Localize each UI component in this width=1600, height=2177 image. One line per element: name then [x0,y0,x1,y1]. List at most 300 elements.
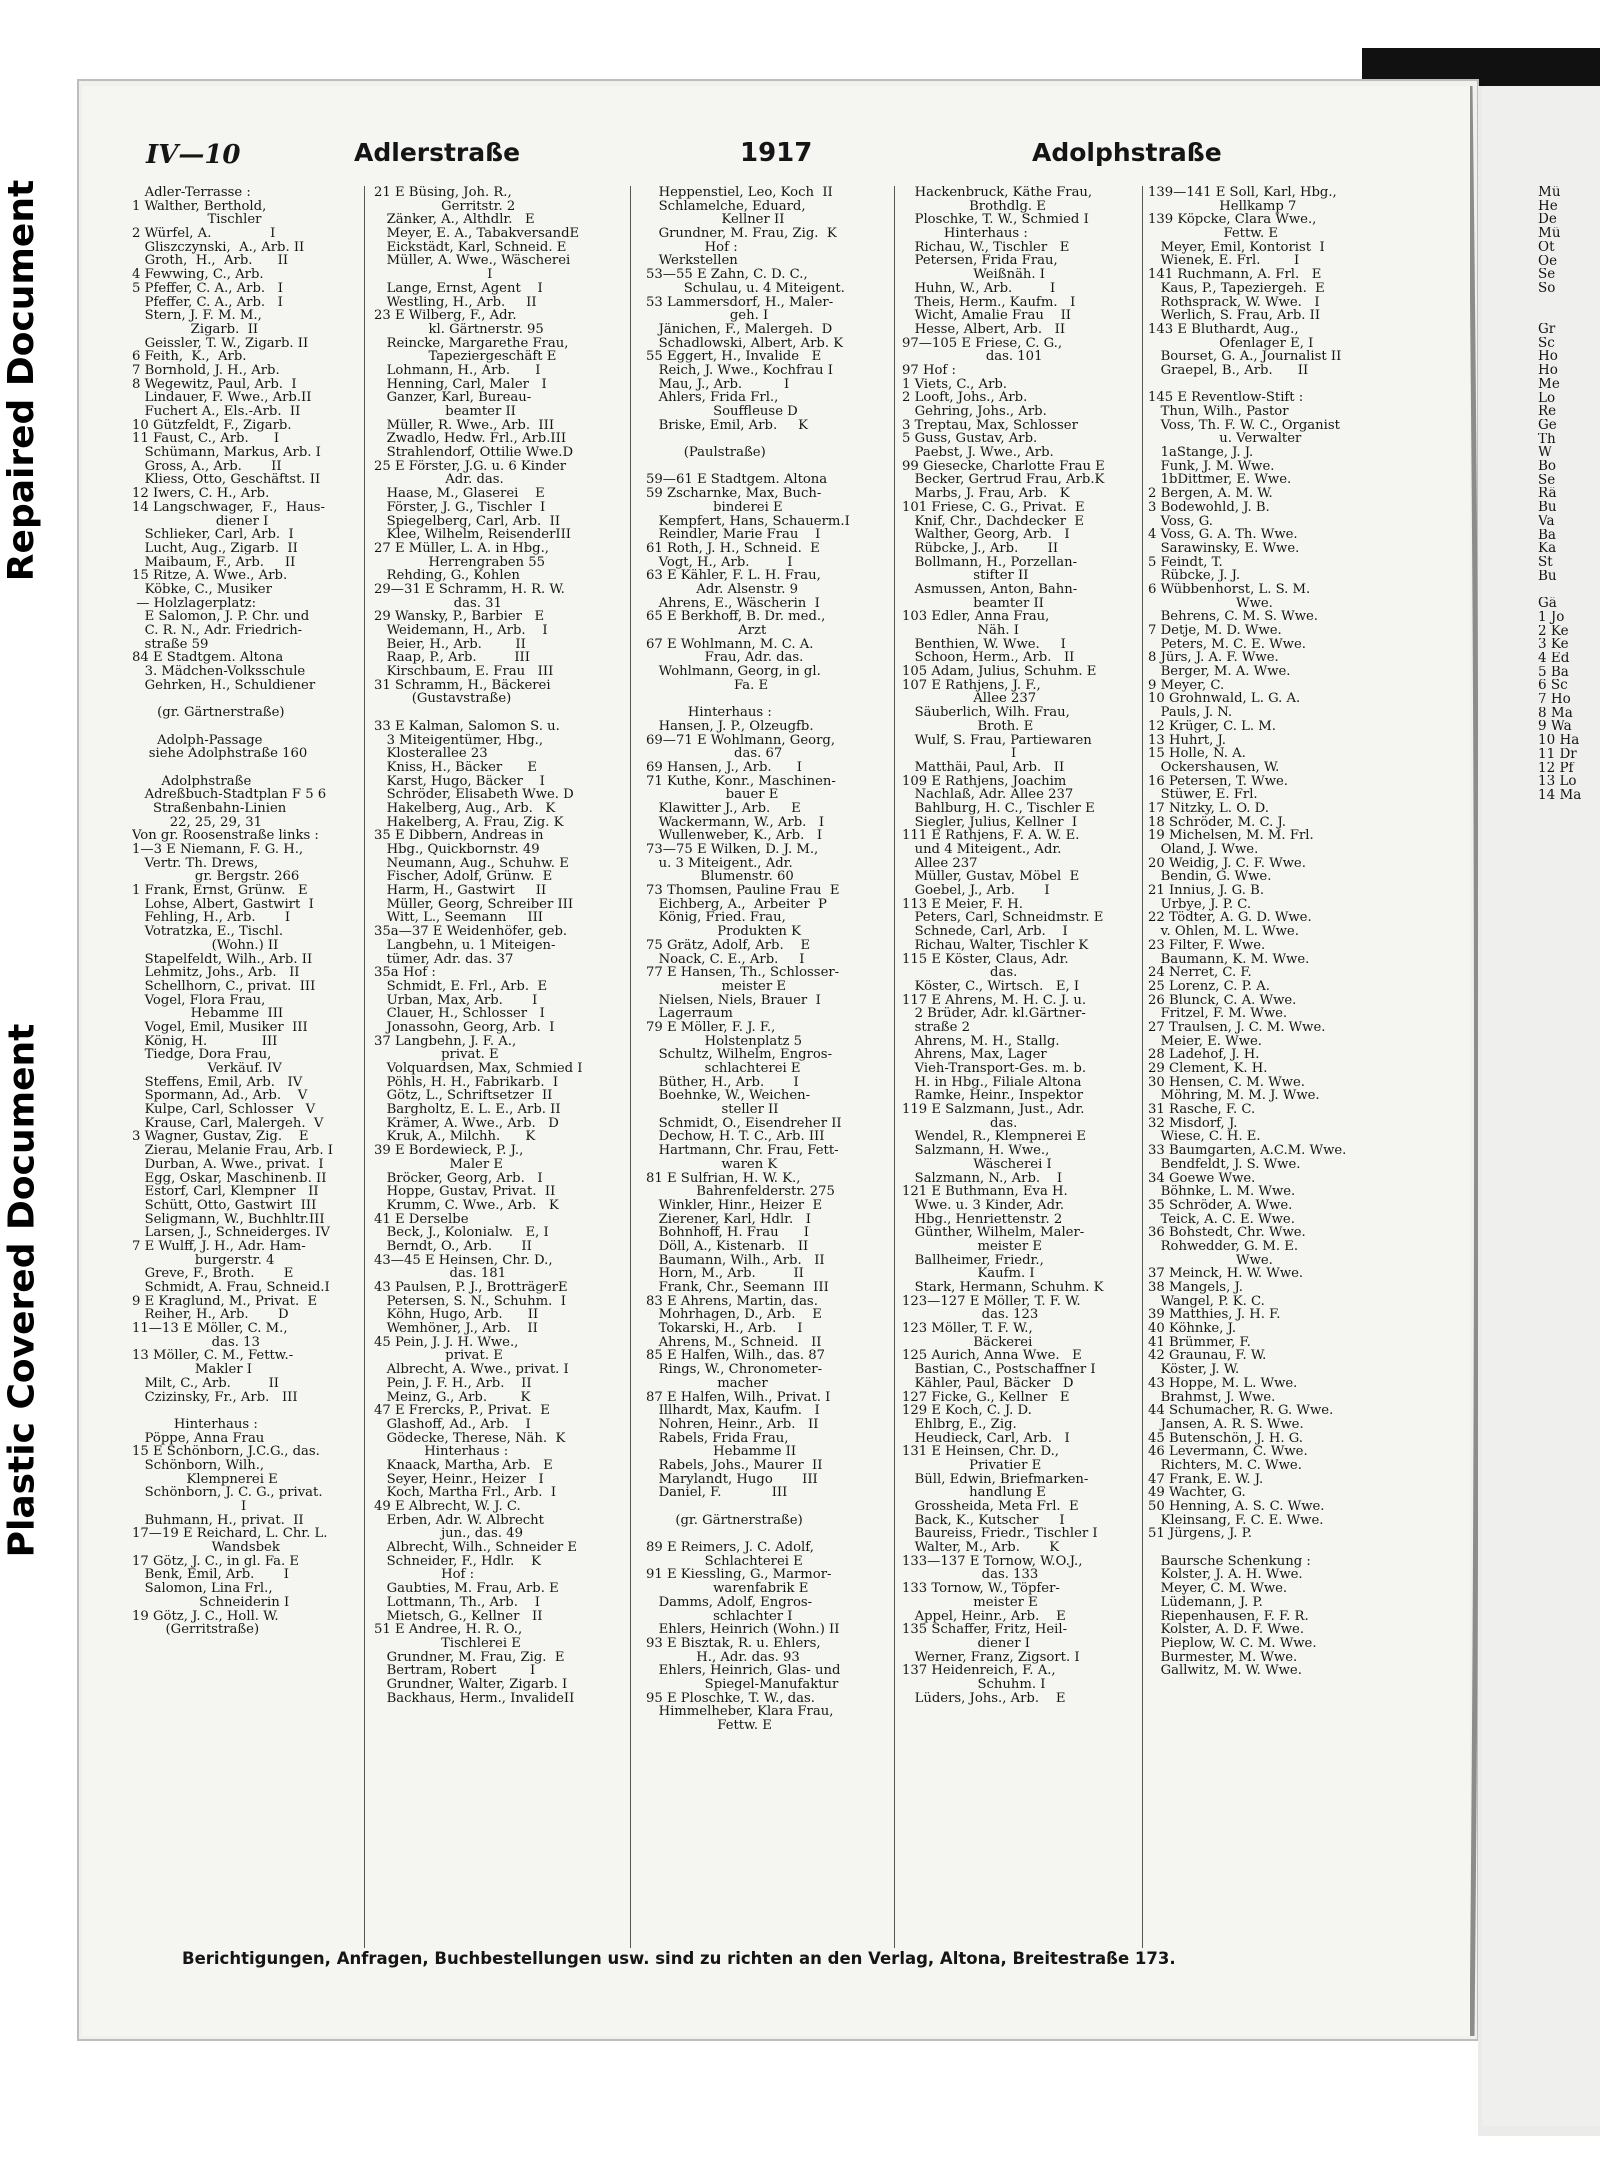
listing-line: Hebamme III [132,1007,284,1021]
listing-line: Pieplow, W. C. M. Wwe. [1148,1636,1317,1651]
listing-line: Brahmst, J. Wwe. [1148,1390,1276,1405]
listing-line: 9 Meyer, C. [1148,678,1225,693]
listing-line: Hbg., Quickbornstr. 49 [374,843,540,857]
listing-line: Richau, Walter, Tischler K [902,938,1089,953]
listing-line: Hakelberg, A. Frau, Zig. K [374,815,564,830]
listing-line: 36 Bohstedt, Chr. Wwe. [1148,1226,1306,1240]
listing-line [132,692,356,706]
listing-line: 3 Bodewohld, J. B. [1148,500,1270,515]
listing-line: Tischlerei E [374,1636,521,1651]
listing-line [1148,1541,1448,1555]
listing-line: Weißnäh. I [902,268,1046,282]
listing-column-1 [132,186,356,1946]
listing-line: warenfabrik E [646,1582,809,1596]
listing-line: Hinterhaus : [374,1445,509,1459]
listing-line: 40 Köhnke, J. [1148,1322,1237,1336]
listing-line: Wullenweber, K., Arb. I [646,829,823,843]
adjacent-page-fragment: Me [1538,377,1560,392]
listing-line: Hartmann, Chr. Frau, Fett- [646,1144,839,1158]
listing-line: Wicht, Amalie Frau II [902,309,1071,323]
column-divider [894,186,895,1948]
listing-line: Wulf, S. Frau, Partiewaren [902,733,1092,748]
listing-line: Ganzer, Karl, Bureau- [374,391,532,405]
listing-line: (Gustavstraße) [374,692,512,707]
listing-line: 4 Fewwing, C., Arb. [132,268,264,282]
adjacent-page-fragment: Ho [1538,350,1558,365]
listing-line: 47 E Frercks, P., Privat. E [374,1404,550,1418]
listing-line: Berndt, O., Arb. II [374,1239,532,1254]
listing-line: Bäckerei [902,1335,1033,1350]
listing-line: Schadlowski, Albert, Arb. K [646,336,844,351]
listing-line: Fa. E [646,678,769,693]
listing-line: Riepenhausen, F. F. R. [1148,1609,1309,1624]
listing-line: 55 Eggert, H., Invalide E [646,350,822,364]
listing-line: 91 E Kiessling, G., Marmor- [646,1568,832,1583]
listing-line: Appel, Heinr., Arb. E [902,1609,1066,1624]
listing-line: meister E [646,979,786,994]
listing-line: Vogel, Emil, Musiker III [132,1020,308,1035]
listing-line: 49 Wachter, G. [1148,1486,1246,1500]
listing-line: Meinz, G., Arb. K [374,1390,531,1405]
listing-line: Back, K., Kutscher I [902,1513,1065,1528]
listing-line: Benk, Emil, Arb. I [132,1568,289,1583]
listing-line: Seligmann, W., Buchhltr.III [132,1212,325,1227]
listing-line: Köbke, C., Musiker [132,582,272,597]
listing-line: Backhaus, Herm., InvalideII [374,1691,575,1706]
listing-line: Schultz, Wilhelm, Engros- [646,1048,833,1062]
listing-line: Maler E [374,1157,503,1172]
listing-line: Hof : [374,1568,475,1583]
listing-line: König, H. III [132,1034,278,1049]
listing-line: Schneiderin I [132,1595,290,1610]
adjacent-page-fragment: Mü [1538,227,1561,241]
listing-line: Werner, Franz, Zigsort. I [902,1650,1080,1665]
listing-line: Schneider, F., Hdlr. K [374,1554,541,1569]
listing-line: (Wohn.) II [132,938,279,953]
listing-line: Himmelheber, Klara Frau, [646,1705,834,1719]
directory-page [82,86,1470,2036]
listing-line: Reindler, Marie Frau I [646,528,821,542]
listing-line: Kleinsang, F. C. E. Wwe. [1148,1513,1324,1528]
adjacent-page-fragment: Th [1538,432,1556,447]
listing-line: Gödecke, Therese, Näh. K [374,1431,566,1446]
listing-line: Reincke, Margarethe Frau, [374,336,569,351]
listing-line: Kempfert, Hans, Schauerm.I [646,514,850,529]
listing-line: 129 E Koch, C. J. D. [902,1404,1032,1418]
listing-line: 11 Faust, C., Arb. I [132,432,280,447]
listing-line: Ahrens, Max, Lager [902,1048,1047,1062]
listing-line: Souffleuse D [646,405,798,419]
listing-line: Urban, Max, Arb. I [374,993,538,1008]
page-header [82,138,1470,178]
column-divider [364,186,365,1948]
listing-line: 5 Feindt, T. [1148,555,1223,570]
listing-line: Clauer, H., Schlosser I [374,1007,545,1021]
listing-line: waren K [646,1157,778,1172]
listing-line: Stüwer, E. Frl. [1148,788,1258,802]
listing-line: 3 Miteigentümer, Hbg., [374,733,544,748]
repaired-document-text: Repaired Document [1,179,43,581]
listing-line: Eickstädt, Karl, Schneid. E [374,240,567,255]
listing-line: Estorf, Carl, Klempner II [132,1185,319,1199]
listing-line: 21 Innius, J. G. B. [1148,884,1265,898]
listing-line: Fehling, H., Arb. I [132,911,291,926]
listing-line: Wackermann, W., Arb. I [646,815,825,830]
listing-line: Winkler, Hinr., Heizer E [646,1198,823,1213]
listing-line: Karst, Hugo, Bäcker I [374,774,545,789]
adjacent-page-fragment: 13 Lo [1538,775,1577,789]
listing-line: 69 Hansen, J., Arb. I [646,760,802,775]
adjacent-page-fragment: Ho [1538,364,1558,378]
listing-line: Lehmitz, Johs., Arb. II [132,966,300,980]
adjacent-page-fragment: 14 Ma [1538,788,1582,803]
listing-line: Müller, Georg, Schreiber III [374,897,574,912]
listing-line: 44 Schumacher, R. G. Wwe. [1148,1404,1334,1418]
listing-line: Köster, J. W. [1148,1363,1240,1377]
listing-line: Ockershausen, W. [1148,760,1280,775]
listing-line: I [374,268,493,282]
listing-line [646,432,892,446]
listing-line: Bastian, C., Postschaffner I [902,1363,1096,1377]
listing-line: Illhardt, Max, Kaufm. I [646,1404,820,1418]
publisher-footer-note: Berichtigungen, Anfragen, Buchbestellungen usw. sind zu richten an den Verlag, Altona, Breitestraße 173. [182,1949,1176,1968]
listing-line: Gaubties, M. Frau, Arb. E [374,1582,559,1596]
listing-line: Lange, Ernst, Agent I [374,281,543,296]
listing-line: 84 E Stadtgem. Altona [132,651,284,666]
listing-line: 79 E Möller, F. J. F., [646,1020,776,1035]
listing-line: 6 Feith, K., Arb. [132,350,247,364]
adjacent-page-fragment: Bo [1538,460,1557,474]
listing-line: 9 E Kraglund, M., Privat. E [132,1294,318,1309]
listing-line: Fettw. E [1148,227,1279,241]
listing-line: Siegler, Julius, Kellner I [902,815,1078,830]
listing-line: 13 Möller, C. M., Fettw.- [132,1349,294,1364]
listing-line: meister E [902,1239,1042,1254]
listing-line: Baumann, Wilh., Arb. II [646,1253,825,1268]
listing-line: 12 Krüger, C. L. M. [1148,719,1276,734]
plastic-covered-document-label [0,670,54,1910]
listing-line: Volquardsen, Max, Schmied I [374,1062,583,1076]
listing-line: Holstenplatz 5 [646,1034,803,1049]
adjacent-page-fragment: W [1538,446,1552,461]
listing-line: Kolster, A. D. F. Wwe. [1148,1623,1305,1637]
listing-line: Hinterhaus : [132,1417,258,1432]
listing-line: 109 E Rathjens, Joachim [902,774,1067,789]
adjacent-page-fragment: Bu [1538,501,1557,515]
listing-line: Wäscherei I [902,1157,1052,1172]
listing-line: Peters, Carl, Schneidmstr. E [902,911,1104,926]
listing-line: Asmussen, Anton, Bahn- [902,582,1078,597]
listing-line: das. 181 [374,1267,507,1281]
listing-line: Fettw. E [646,1719,772,1733]
listing-line: jun., das. 49 [374,1527,523,1542]
listing-line: Büll, Edwin, Briefmarken- [902,1472,1089,1487]
adjacent-page-fragment: So [1538,281,1556,296]
listing-line: Pöhls, H. H., Fabrikarb. I [374,1075,559,1090]
listing-line: Rings, W., Chronometer- [646,1363,823,1377]
listing-line: Büther, H., Arb. I [646,1075,799,1090]
right-street-heading: Adolphstraße [1032,138,1222,167]
listing-line: 34 Goewe Wwe. [1148,1171,1256,1186]
listing-line: 53 Lammersdorf, H., Maler- [646,295,834,310]
listing-line: das. [902,966,1018,980]
listing-line: Kruk, A., Milchh. K [374,1130,536,1145]
listing-line: 107 E Rathjens, J. F., [902,678,1041,693]
listing-line: 6 Wübbenhorst, L. S. M. [1148,582,1311,597]
listing-line: Makler I [132,1363,252,1377]
listing-line: 103 Edler, Anna Frau, [902,610,1050,624]
listing-line: Zierener, Karl, Hdlr. I [646,1212,812,1227]
listing-line: Heppenstiel, Leo, Koch II [646,186,833,200]
listing-line: 38 Mangels, J. [1148,1281,1243,1295]
listing-line: Nielsen, Niels, Brauer I [646,993,821,1008]
listing-line: Reiher, H., Arb. D [132,1308,289,1323]
listing-line: 39 Matthies, J. H. F. [1148,1308,1281,1323]
listing-line: Ramke, Heinr., Inspektor [902,1089,1084,1104]
listing-line: Krumm, C. Wwe., Arb. K [374,1198,559,1213]
listing-line: Mohrhagen, D., Arb. E [646,1308,822,1323]
listing-line: 15 E Schönborn, J.C.G., das. [132,1445,320,1459]
listing-line: 46 Levermann, C. Wwe. [1148,1445,1308,1459]
column-divider [1142,186,1143,1948]
listing-line: 3 Treptau, Max, Schlosser [902,418,1078,433]
listing-line: schlachter I [646,1609,793,1624]
listing-line: Werlich, S. Frau, Arb. II [1148,309,1321,323]
listing-line: Schönborn, J. C. G., privat. [132,1486,323,1500]
listing-line: 123—127 E Möller, T. F. W. [902,1294,1081,1309]
listing-line: Nachlaß, Adr. Allee 237 [902,788,1074,802]
listing-line: Ahrens, M., Schneid. II [646,1335,822,1350]
listing-column-3 [646,186,892,1946]
adjacent-page-fragment: St [1538,555,1553,570]
listing-line: 25 Lorenz, C. P. A. [1148,979,1270,994]
listing-line: Gehring, Johs., Arb. [902,405,1047,419]
listing-line: 1bDittmer, E. Wwe. [1148,473,1292,488]
listing-line: Jansen, A. R. S. Wwe. [1148,1417,1304,1432]
listing-line [132,720,356,734]
adjacent-page-fragment: Mü [1538,186,1561,200]
listing-line: Haase, M., Glaserei E [374,487,545,501]
listing-line: Salzmann, H. Wwe., [902,1144,1050,1158]
listing-line: Teick, A. C. E. Wwe. [1148,1212,1295,1227]
listing-line: Sarawinsky, E. Wwe. [1148,541,1300,556]
listing-line: Bollmann, H., Porzellan- [902,555,1078,570]
adjacent-page-fragment: Gr [1538,323,1556,337]
listing-line: Briske, Emil, Arb. K [646,418,808,433]
listing-line: Koch, Martha Frl., Arb. I [374,1486,557,1500]
listing-line: 127 Ficke, G., Kellner E [902,1390,1070,1405]
listing-line: 33 Baumgarten, A.C.M. Wwe. [1148,1144,1347,1158]
listing-line: Schönborn, Wilh., [132,1458,265,1473]
listing-line: Buhmann, H., privat. II [132,1513,304,1528]
listing-line: 26 Blunck, C. A. Wwe. [1148,993,1297,1008]
listing-line: (gr. Gärtnerstraße) [646,1513,803,1528]
listing-line: 17—19 E Reichard, L. Chr. L. [132,1527,328,1542]
listing-line: I [132,1500,247,1514]
listing-line: Gerritstr. 2 [374,199,516,214]
listing-line: Adr. das. [374,473,504,488]
listing-line: 15 Ritze, A. Wwe., Arb. [132,569,288,583]
listing-line: Tokarski, H., Arb. I [646,1322,803,1336]
listing-line: 15 Holle, N. A. [1148,747,1246,761]
listing-line: 99 Giesecke, Charlotte Frau E [902,459,1105,474]
listing-line: 5 Guss, Gustav, Arb. [902,432,1038,447]
adjacent-page-fragment: 9 Wa [1538,720,1572,735]
listing-line: Broth. E [902,719,1034,734]
adjacent-page-fragment: 12 Pf [1538,761,1574,776]
listing-line: Eichberg, A., Arbeiter P [646,897,827,912]
adjacent-page-fragment: 11 Dr [1538,747,1577,762]
adjacent-page-fragment: Sc [1538,336,1555,351]
listing-line: 29—31 E Schramm, H. R. W. [374,582,565,597]
listing-line: Neumann, Aug., Schuhw. E [374,856,569,871]
listing-line: Näh. I [902,624,1019,638]
listing-line: Rohwedder, G. M. E. [1148,1239,1299,1254]
adjacent-page-fragments [1538,186,1598,803]
listing-line: Gliszczynski, A., Arb. II [132,240,305,255]
listing-line: Schütt, Otto, Gastwirt III [132,1198,317,1213]
adjacent-page-fragment: Gä [1538,597,1557,611]
listing-line: Wienek, E. Frl. I [1148,254,1300,269]
listing-line: Ehlers, Heinrich (Wohn.) II [646,1623,840,1637]
listing-line: das. 13 [132,1335,260,1350]
listing-line: 73 Thomsen, Pauline Frau E [646,884,840,898]
listing-line: 8 Jürs, J. A. F. Wwe. [1148,651,1279,666]
listing-line: Frank, Chr., Seemann III [646,1281,829,1295]
listing-line [132,1404,356,1418]
listing-line: 29 Wansky, P., Barbier E [374,610,545,624]
listing-line: Klosterallee 23 [374,747,488,761]
listing-line: 71 Kuthe, Konr., Maschinen- [646,774,836,789]
adjacent-page-fragment: Rä [1538,487,1557,502]
listing-line: Wandsbek [132,1541,280,1555]
listing-line: Graepel, B., Arb. II [1148,363,1309,378]
listing-line: Tiedge, Dora Frau, [132,1048,272,1062]
listing-line: Goebel, J., Arb. I [902,884,1050,898]
listing-line: 10 Gützfeldt, F., Zigarb. [132,418,292,433]
listing-line: Spormann, Ad., Arb. V [132,1089,308,1104]
listing-line: 97—105 E Friese, C. G., [902,336,1063,351]
listing-line: 115 E Köster, Claus, Adr. [902,952,1069,967]
listing-line: Adolphstraße [132,774,252,789]
adjacent-page-fragment: Oe [1538,254,1558,269]
listing-line: 59—61 E Stadtgem. Altona [646,473,828,488]
listing-line: 89 E Reimers, J. C. Adolf, [646,1541,814,1555]
listing-line: 31 Rasche, F. C. [1148,1103,1256,1117]
listing-line: Lüdemann, J. P. [1148,1595,1263,1610]
listing-line: Seyer, Heinr., Heizer I [374,1472,544,1487]
listing-line: 97 Hof : [902,363,956,378]
listing-line: Hinterhaus : [902,227,1028,241]
listing-line: Pöppe, Anna Frau [132,1431,265,1446]
listing-line: Krämer, A. Wwe., Arb. D [374,1116,559,1131]
listing-line: Burmester, M. Wwe. [1148,1650,1298,1665]
listing-line: 17 Nitzky, L. O. D. [1148,801,1269,816]
listing-line: Köster, C., Wirtsch. E, I [902,979,1080,994]
listing-column-4 [902,186,1140,1946]
listing-line: 28 Ladehof, J. H. [1148,1048,1260,1062]
listing-line: 22, 25, 29, 31 [132,815,263,830]
listing-line: Votratzka, E., Tischl. [132,925,284,939]
listing-line: kl. Gärtnerstr. 95 [374,322,544,337]
listing-line: Kellner II [646,213,785,228]
listing-line: Peters, M. C. E. Wwe. [1148,637,1306,652]
listing-line: Säuberlich, Wilh. Frau, [902,706,1070,720]
listing-line: Wwe. [1148,1253,1273,1268]
listing-line: Allee 237 [902,692,1037,707]
listing-line: Hof : [646,240,738,255]
listing-line: Maibaum, F., Arb. II [132,555,296,570]
listing-line: 19 Michelsen, M. M. Frl. [1148,829,1314,843]
listing-line: 77 E Hansen, Th., Schlosser- [646,966,840,980]
listing-line: Bröcker, Georg, Arb. I [374,1171,543,1186]
listing-line: Baursche Schenkung : [1148,1554,1311,1569]
listing-line: König, Fried. Frau, [646,911,786,926]
listing-line: Matthäi, Paul, Arb. II [902,760,1065,775]
listing-line: Albrecht, A. Wwe., privat. I [374,1363,569,1377]
listing-line: Rabels, Johs., Maurer II [646,1458,823,1473]
listing-line: Schmidt, O., Eisendreher II [646,1116,842,1131]
listing-line: Klempnerei E [132,1472,278,1487]
listing-line: geh. I [646,309,769,323]
listing-line: Schröder, Elisabeth Wwe. D [374,788,574,802]
listing-line: Bahlburg, H. C., Tischler E [902,801,1095,816]
listing-line: Fuchert A., Els.-Arb. II [132,405,301,419]
listing-line: Weidemann, H., Arb. I [374,624,548,638]
listing-line: Hakelberg, Aug., Arb. K [374,801,556,816]
listing-line: Rothsprack, W. Wwe. I [1148,295,1320,310]
listing-line: 49 E Albrecht, W. J. C. [374,1500,521,1514]
listing-line: Vogt, H., Arb. I [646,555,793,570]
listing-line: 7 Detje, M. D. Wwe. [1148,624,1282,638]
listing-line: 23 E Wilberg, F., Adr. [374,309,517,323]
listing-line [646,1500,892,1514]
listing-line: Produkten K [646,925,801,939]
adjacent-page-fragment: Lo [1538,391,1556,406]
listing-line: Jänichen, F., Malergeh. D [646,322,833,337]
listing-line: Adler-Terrasse : [132,186,251,200]
listing-line: Mau, J., Arb. I [646,377,790,392]
listing-line: Wwe. [1148,596,1273,611]
listing-line: 8 Wegewitz, Paul, Arb. I [132,377,297,392]
listing-line: Hinterhaus : [646,706,772,720]
listing-line: Larsen, J., Schneiderges. IV [132,1226,330,1240]
listing-line: 39 E Bordewieck, P. J., [374,1144,524,1158]
listing-line: Von gr. Roosenstraße links : [132,829,319,843]
listing-line: — Holzlagerplatz: [132,596,257,611]
left-street-heading: Adlerstraße [354,138,521,167]
listing-line: bauer E [646,788,779,802]
listing-line: 141 Ruchmann, A. Frl. E [1148,268,1322,282]
listing-line: Straßenbahn-Linien [132,801,287,816]
listing-line: 61 Roth, J. H., Schneid. E [646,541,820,556]
listing-line: Frau, Adr. das. [646,651,804,666]
listing-line: Czizinsky, Fr., Arb. III [132,1390,298,1405]
listing-line: 21 E Büsing, Joh. R., [374,186,512,200]
listing-line: Egg, Oskar, Maschinenb. II [132,1171,327,1186]
listing-line: macher [646,1376,768,1391]
listing-line: Dechow, H. T. C., Arb. III [646,1130,825,1145]
listing-line: 31 Schramm, H., Bäckerei [374,678,551,693]
listing-line: Urbye, J. P. C. [1148,897,1252,912]
adjacent-page-fragment: Ba [1538,528,1556,543]
listing-line: Benthien, W. Wwe. I [902,637,1066,652]
listing-line: v. Ohlen, M. L. Wwe. [1148,925,1299,939]
adjacent-page-fragment: 6 Sc [1538,679,1568,694]
listing-line: Langbehn, u. 1 Miteigen- [374,938,556,953]
listing-line: diener I [132,514,269,529]
listing-line: Hansen, J. P., Ölzeugfb. [646,719,814,734]
